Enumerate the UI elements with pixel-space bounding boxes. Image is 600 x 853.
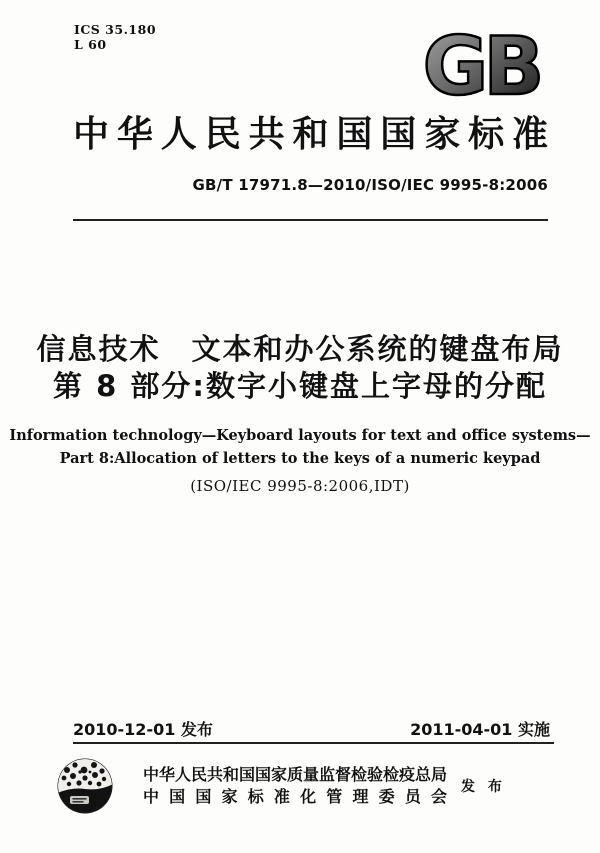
issuer-names: [143, 764, 447, 808]
issuer-line1: 中华人民共和国国家质量监督检验检疫总局: [143, 765, 448, 784]
gb-logo-text: GB: [422, 24, 540, 108]
class-code: L 60: [74, 37, 107, 52]
issue-date: 2010-12-01 发布: [73, 720, 213, 739]
title-en-line2: Part 8:Allocation of letters to the keys of a numeric keypad: [59, 450, 541, 467]
implementation-date: 2011-04-01 实施: [410, 720, 550, 739]
page-title: 中华人民共和国国家标准: [73, 113, 548, 155]
standard-number: GB/T 17971.8—2010/ISO/IEC 9995-8:2006: [192, 176, 548, 194]
issuer-line2: 中国国家标准化管理委员会: [143, 787, 448, 806]
dates-row: [73, 717, 550, 740]
footer-divider: [73, 742, 554, 744]
title-en-line1: Information technology—Keyboard layouts for text and office systems—: [9, 427, 591, 444]
title-cn-line1: 信息技术 文本和办公系统的键盘布局: [36, 332, 564, 366]
iso-reference: (ISO/IEC 9995-8:2006,IDT): [190, 477, 410, 495]
header-divider: [73, 219, 548, 221]
document-title-cn: [0, 331, 600, 405]
aqsiq-seal-icon: [55, 756, 115, 816]
publish-label: 发 布: [461, 779, 506, 795]
document-title-en: [0, 424, 600, 470]
gb-logo-icon: [410, 24, 552, 108]
classification-block: [74, 22, 156, 52]
issuer-footer: [55, 756, 548, 816]
title-cn-line2: 第 8 部分:数字小键盘上字母的分配: [53, 369, 547, 403]
ics-code: ICS 35.180: [74, 22, 157, 37]
